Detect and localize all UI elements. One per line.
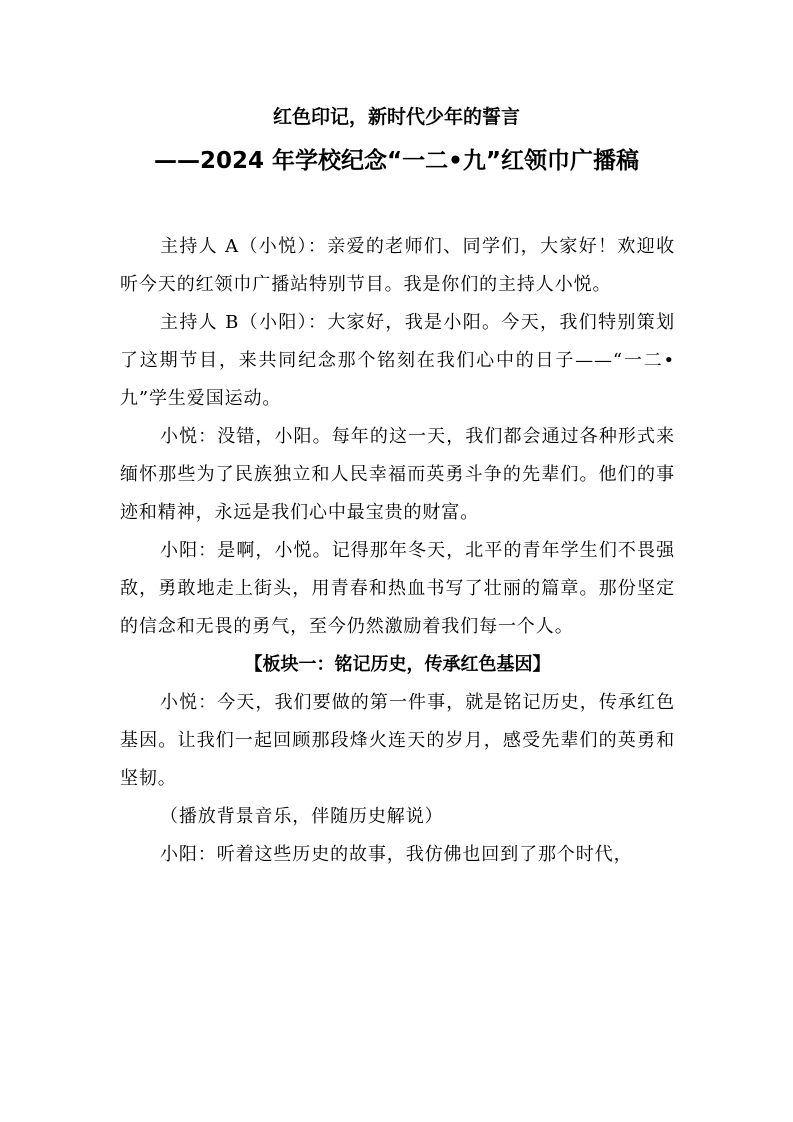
paragraph-host-b: 主持人 B（小阳）：大家好，我是小阳。今天，我们特别策划了这期节目，来共同纪念那个铭刻在我们心中的日子——“一二•九”学生爱国运动。: [120, 312, 675, 409]
document-body: [120, 228, 675, 874]
paragraph-xiaoyue-2: 小悦：今天，我们要做的第一件事，就是铭记历史，传承红色基因。让我们一起回顾那段烽火连天的岁月，感受先辈们的英勇和坚韧。: [120, 692, 675, 789]
section-heading: 【板块一：铭记历史，传承红色基因】: [244, 654, 551, 675]
paragraph-stage-direction: （播放背景音乐，伴随历史解说）: [160, 806, 444, 827]
paragraph-xiaoyue-1: 小悦：没错，小阳。每年的这一天，我们都会通过各种形式来缅怀那些为了民族独立和人民幸福而英勇斗争的先辈们。他们的事迹和精神，永远是我们心中最宝贵的财富。: [120, 426, 675, 523]
document-title: 红色印记，新时代少年的誓言: [272, 106, 520, 128]
paragraph-xiaoyang-1: 小阳：是啊，小悦。记得那年冬天，北平的青年学生们不畏强敌，勇敢地走上街头，用青春和热血书写了壮丽的篇章。那份坚定的信念和无畏的勇气，至今仍然激励着我们每一个人。: [120, 540, 675, 637]
paragraph-host-a: 主持人 A（小悦）：亲爱的老师们、同学们，大家好！欢迎收听今天的红领巾广播站特别节目。我是你们的主持人小悦。: [120, 236, 675, 295]
paragraph-xiaoyang-2: 小阳：听着这些历史的故事，我仿佛也回到了那个时代，: [160, 844, 633, 865]
document-subtitle: ——2024 年学校纪念“一二•九”红领巾广播稿: [154, 148, 639, 174]
